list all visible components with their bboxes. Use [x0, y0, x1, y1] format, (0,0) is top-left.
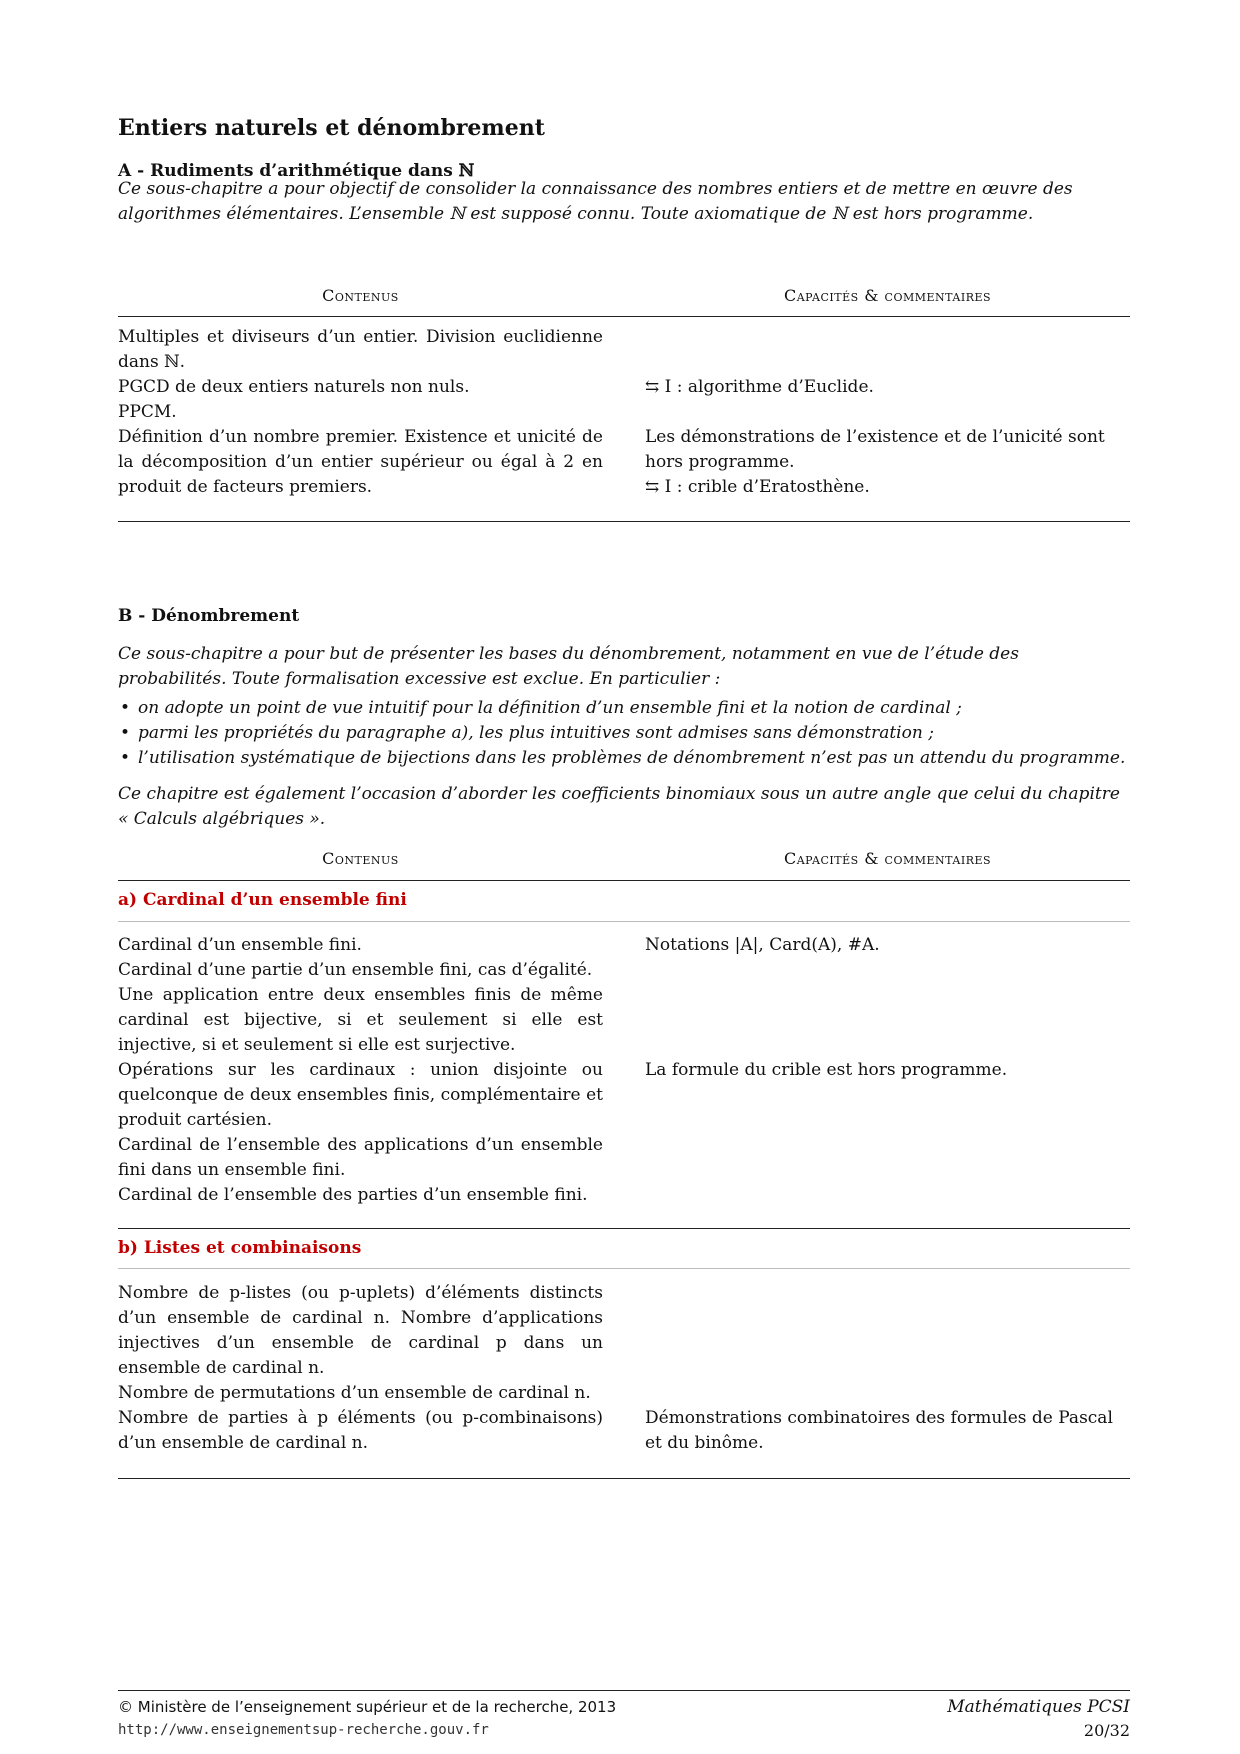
- table-rule: [118, 521, 1130, 522]
- footer-rule: [118, 1690, 1130, 1691]
- b-b-left-2: Nombre de permutations d’un ensemble de cardinal n.: [118, 1383, 591, 1403]
- col-contenus-b: Contenus: [322, 849, 399, 868]
- footer-page-number: 20/32: [1083, 1721, 1130, 1740]
- section-b-intro2: Ce chapitre est également l’occasion d’aborder les coefficients binomiaux sous un autre angle que celui du chapitre « Calculs algébriques ».: [118, 784, 1120, 829]
- section-a-intro: Ce sous-chapitre a pour objectif de consolider la connaissance des nombres entiers et de mettre en œuvre des algorithmes élémentaires. L’ensemble ℕ est supposé connu. Toute axiomatique de ℕ est hors programme.: [118, 179, 1073, 224]
- list-item: • parmi les propriétés du paragraphe a), les plus intuitives sont admises sans démonstration ;: [118, 721, 1130, 746]
- a-left-3: PPCM.: [118, 402, 177, 422]
- table-rule: [118, 316, 1130, 317]
- section-b-heading: B - Dénombrement: [118, 606, 300, 626]
- section-b-intro: Ce sous-chapitre a pour but de présenter les bases du dénombrement, notamment en vue de l’étude des probabilités. Toute formalisation excessive est exclue. En particulier :: [118, 644, 1019, 689]
- a-left-1: Multiples et diviseurs d’un entier. Division euclidienne dans ℕ.: [118, 327, 603, 372]
- list-item: • on adopte un point de vue intuitif pour la définition d’un ensemble fini et la notion de cardinal ;: [118, 696, 1130, 721]
- a-left-4: Définition d’un nombre premier. Existence et unicité de la décomposition d’un entier supérieur ou égal à 2 en produit de facteurs premiers.: [118, 427, 603, 497]
- bullet-list: [118, 696, 1130, 771]
- b-a-right-1: Notations |A|, Card(A), #A.: [645, 935, 880, 955]
- table-rule: [118, 1478, 1130, 1479]
- b-a-left-6: Cardinal de l’ensemble des parties d’un ensemble fini.: [118, 1185, 588, 1205]
- footer-subject: Mathématiques PCSI: [947, 1697, 1130, 1717]
- a-right-4b: ⇆ I : crible d’Eratosthène.: [645, 477, 870, 497]
- subsection-b-heading: b) Listes et combinaisons: [118, 1238, 362, 1258]
- b-a-left-4: Opérations sur les cardinaux : union disjointe ou quelconque de deux ensembles finis, complémentaire et produit cartésien.: [118, 1060, 603, 1130]
- b-a-left-5: Cardinal de l’ensemble des applications d’un ensemble fini dans un ensemble fini.: [118, 1135, 603, 1180]
- b-a-left-3: Une application entre deux ensembles finis de même cardinal est bijective, si et seulement si elle est injective, si et seulement si elle est surjective.: [118, 985, 603, 1055]
- b-a-left-2: Cardinal d’une partie d’un ensemble fini, cas d’égalité.: [118, 960, 593, 980]
- col-contenus-a: Contenus: [322, 286, 399, 305]
- table-rule: [118, 880, 1130, 881]
- table-rule: [118, 1228, 1130, 1229]
- section-a-heading: A - Rudiments d’arithmétique dans ℕ: [118, 161, 475, 181]
- b-b-left-1: Nombre de p-listes (ou p-uplets) d’éléments distincts d’un ensemble de cardinal n. Nombre d’applications injectives d’un ensemble de cardinal p dans un ensemble de cardinal n.: [118, 1283, 603, 1378]
- page-title: Entiers naturels et dénombrement: [118, 115, 545, 141]
- col-capacites-a: Capacités & commentaires: [783, 286, 992, 305]
- footer-url-link[interactable]: http://www.enseignementsup-recherche.gouv.fr: [118, 1722, 489, 1738]
- divider: [118, 1268, 1130, 1269]
- col-capacites-b: Capacités & commentaires: [783, 849, 992, 868]
- b-b-left-3: Nombre de parties à p éléments (ou p-combinaisons) d’un ensemble de cardinal n.: [118, 1408, 603, 1453]
- b-b-right-3: Démonstrations combinatoires des formules de Pascal et du binôme.: [645, 1408, 1113, 1453]
- subsection-a-heading: a) Cardinal d’un ensemble fini: [118, 890, 407, 910]
- divider: [118, 921, 1130, 922]
- a-right-4a: Les démonstrations de l’existence et de l’unicité sont hors programme.: [645, 427, 1105, 472]
- a-right-2: ⇆ I : algorithme d’Euclide.: [645, 377, 874, 397]
- b-a-left-1: Cardinal d’un ensemble fini.: [118, 935, 362, 955]
- a-left-2: PGCD de deux entiers naturels non nuls.: [118, 377, 470, 397]
- footer-copyright: © Ministère de l’enseignement supérieur et de la recherche, 2013: [118, 1698, 617, 1716]
- b-a-right-4: La formule du crible est hors programme.: [645, 1060, 1008, 1080]
- list-item: • l’utilisation systématique de bijections dans les problèmes de dénombrement n’est pas un attendu du programme.: [118, 746, 1130, 771]
